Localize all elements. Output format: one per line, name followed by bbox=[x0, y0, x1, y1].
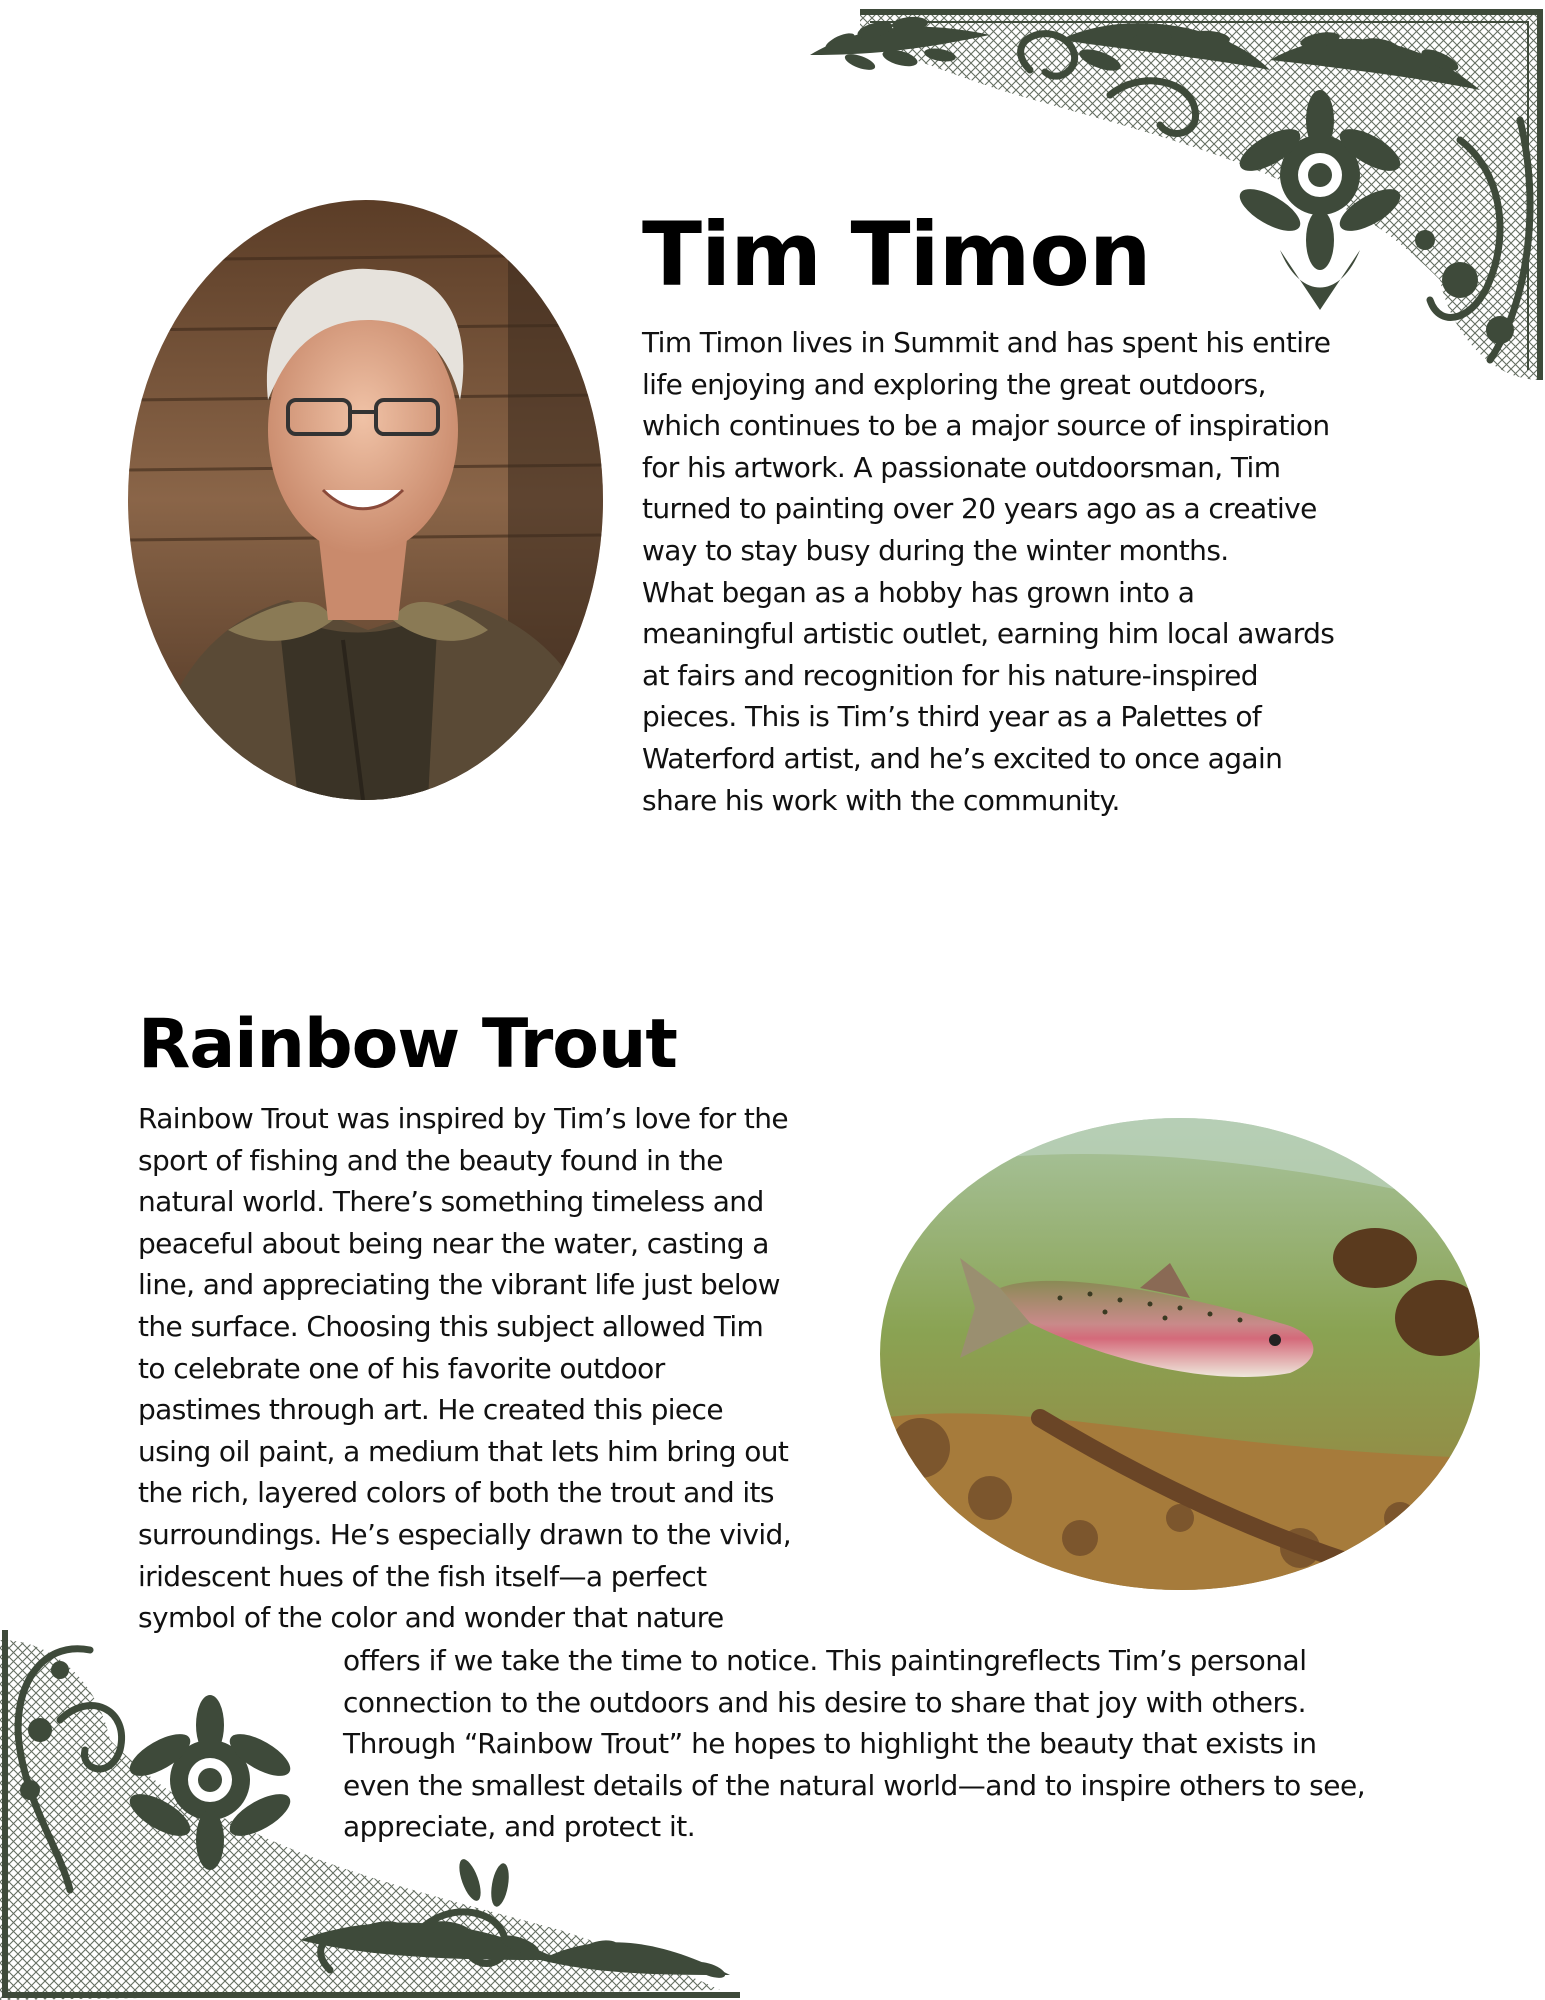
bio-line: turned to painting over 20 years ago as a creative bbox=[642, 492, 1317, 526]
bio-line: pieces. This is Tim’s third year as a Palettes of bbox=[642, 700, 1262, 734]
description-line: symbol of the color and wonder that nature bbox=[138, 1601, 724, 1635]
description-line: sport of fishing and the beauty found in the bbox=[138, 1143, 723, 1177]
rainbow-trout-painting bbox=[880, 1118, 1480, 1590]
bio-line: life enjoying and exploring the great outdoors, bbox=[642, 367, 1266, 401]
description-line: line, and appreciating the vibrant life just below bbox=[138, 1268, 780, 1302]
artist-portrait-photo bbox=[128, 200, 603, 800]
bio-line: way to stay busy during the winter months. bbox=[642, 533, 1229, 567]
description-line: pastimes through art. He created this piece bbox=[138, 1393, 723, 1427]
description-line: peaceful about being near the water, casting a bbox=[138, 1226, 769, 1260]
description-line: natural world. There’s something timeless and bbox=[138, 1185, 764, 1219]
lace-corner-ornament-bottom bbox=[0, 1630, 740, 2000]
description-line: appreciate, and protect it. bbox=[343, 1810, 696, 1844]
bio-line: which continues to be a major source of inspiration bbox=[642, 409, 1330, 443]
bio-line: for his artwork. A passionate outdoorsman, Tim bbox=[642, 450, 1281, 484]
description-line: surroundings. He’s especially drawn to the vivid, bbox=[138, 1517, 792, 1551]
bio-line: Tim Timon lives in Summit and has spent his entire bbox=[642, 326, 1331, 359]
bio-line: at fairs and recognition for his nature-inspired bbox=[642, 658, 1258, 692]
description-line: even the smallest details of the natural world—and to inspire others to see, bbox=[343, 1768, 1366, 1802]
description-line: Rainbow Trout was inspired by Tim’s love for the bbox=[138, 1102, 788, 1135]
description-line: using oil paint, a medium that lets him bring out bbox=[138, 1434, 789, 1468]
artist-bio-paragraph bbox=[642, 322, 1334, 821]
artwork-description-paragraph bbox=[138, 1098, 791, 1639]
description-line: Through “Rainbow Trout” he hopes to highlight the beauty that exists in bbox=[343, 1727, 1317, 1761]
description-line: connection to the outdoors and his desire to share that joy with others. bbox=[343, 1685, 1306, 1719]
description-line: offers if we take the time to notice. This paintingreflects Tim’s personal bbox=[343, 1644, 1307, 1677]
bio-line: meaningful artistic outlet, earning him local awards bbox=[642, 617, 1335, 651]
artist-name-heading: Tim Timon bbox=[642, 203, 1151, 306]
description-line: to celebrate one of his favorite outdoor bbox=[138, 1351, 665, 1385]
bio-line: What began as a hobby has grown into a bbox=[642, 575, 1195, 609]
bio-line: Waterford artist, and he’s excited to once again bbox=[642, 741, 1283, 775]
description-line: iridescent hues of the fish itself—a perfect bbox=[138, 1559, 707, 1593]
description-line: the surface. Choosing this subject allowed Tim bbox=[138, 1309, 764, 1343]
bio-line: share his work with the community. bbox=[642, 783, 1120, 817]
description-line: the rich, layered colors of both the trout and its bbox=[138, 1476, 774, 1510]
artwork-title-heading: Rainbow Trout bbox=[138, 1005, 677, 1084]
